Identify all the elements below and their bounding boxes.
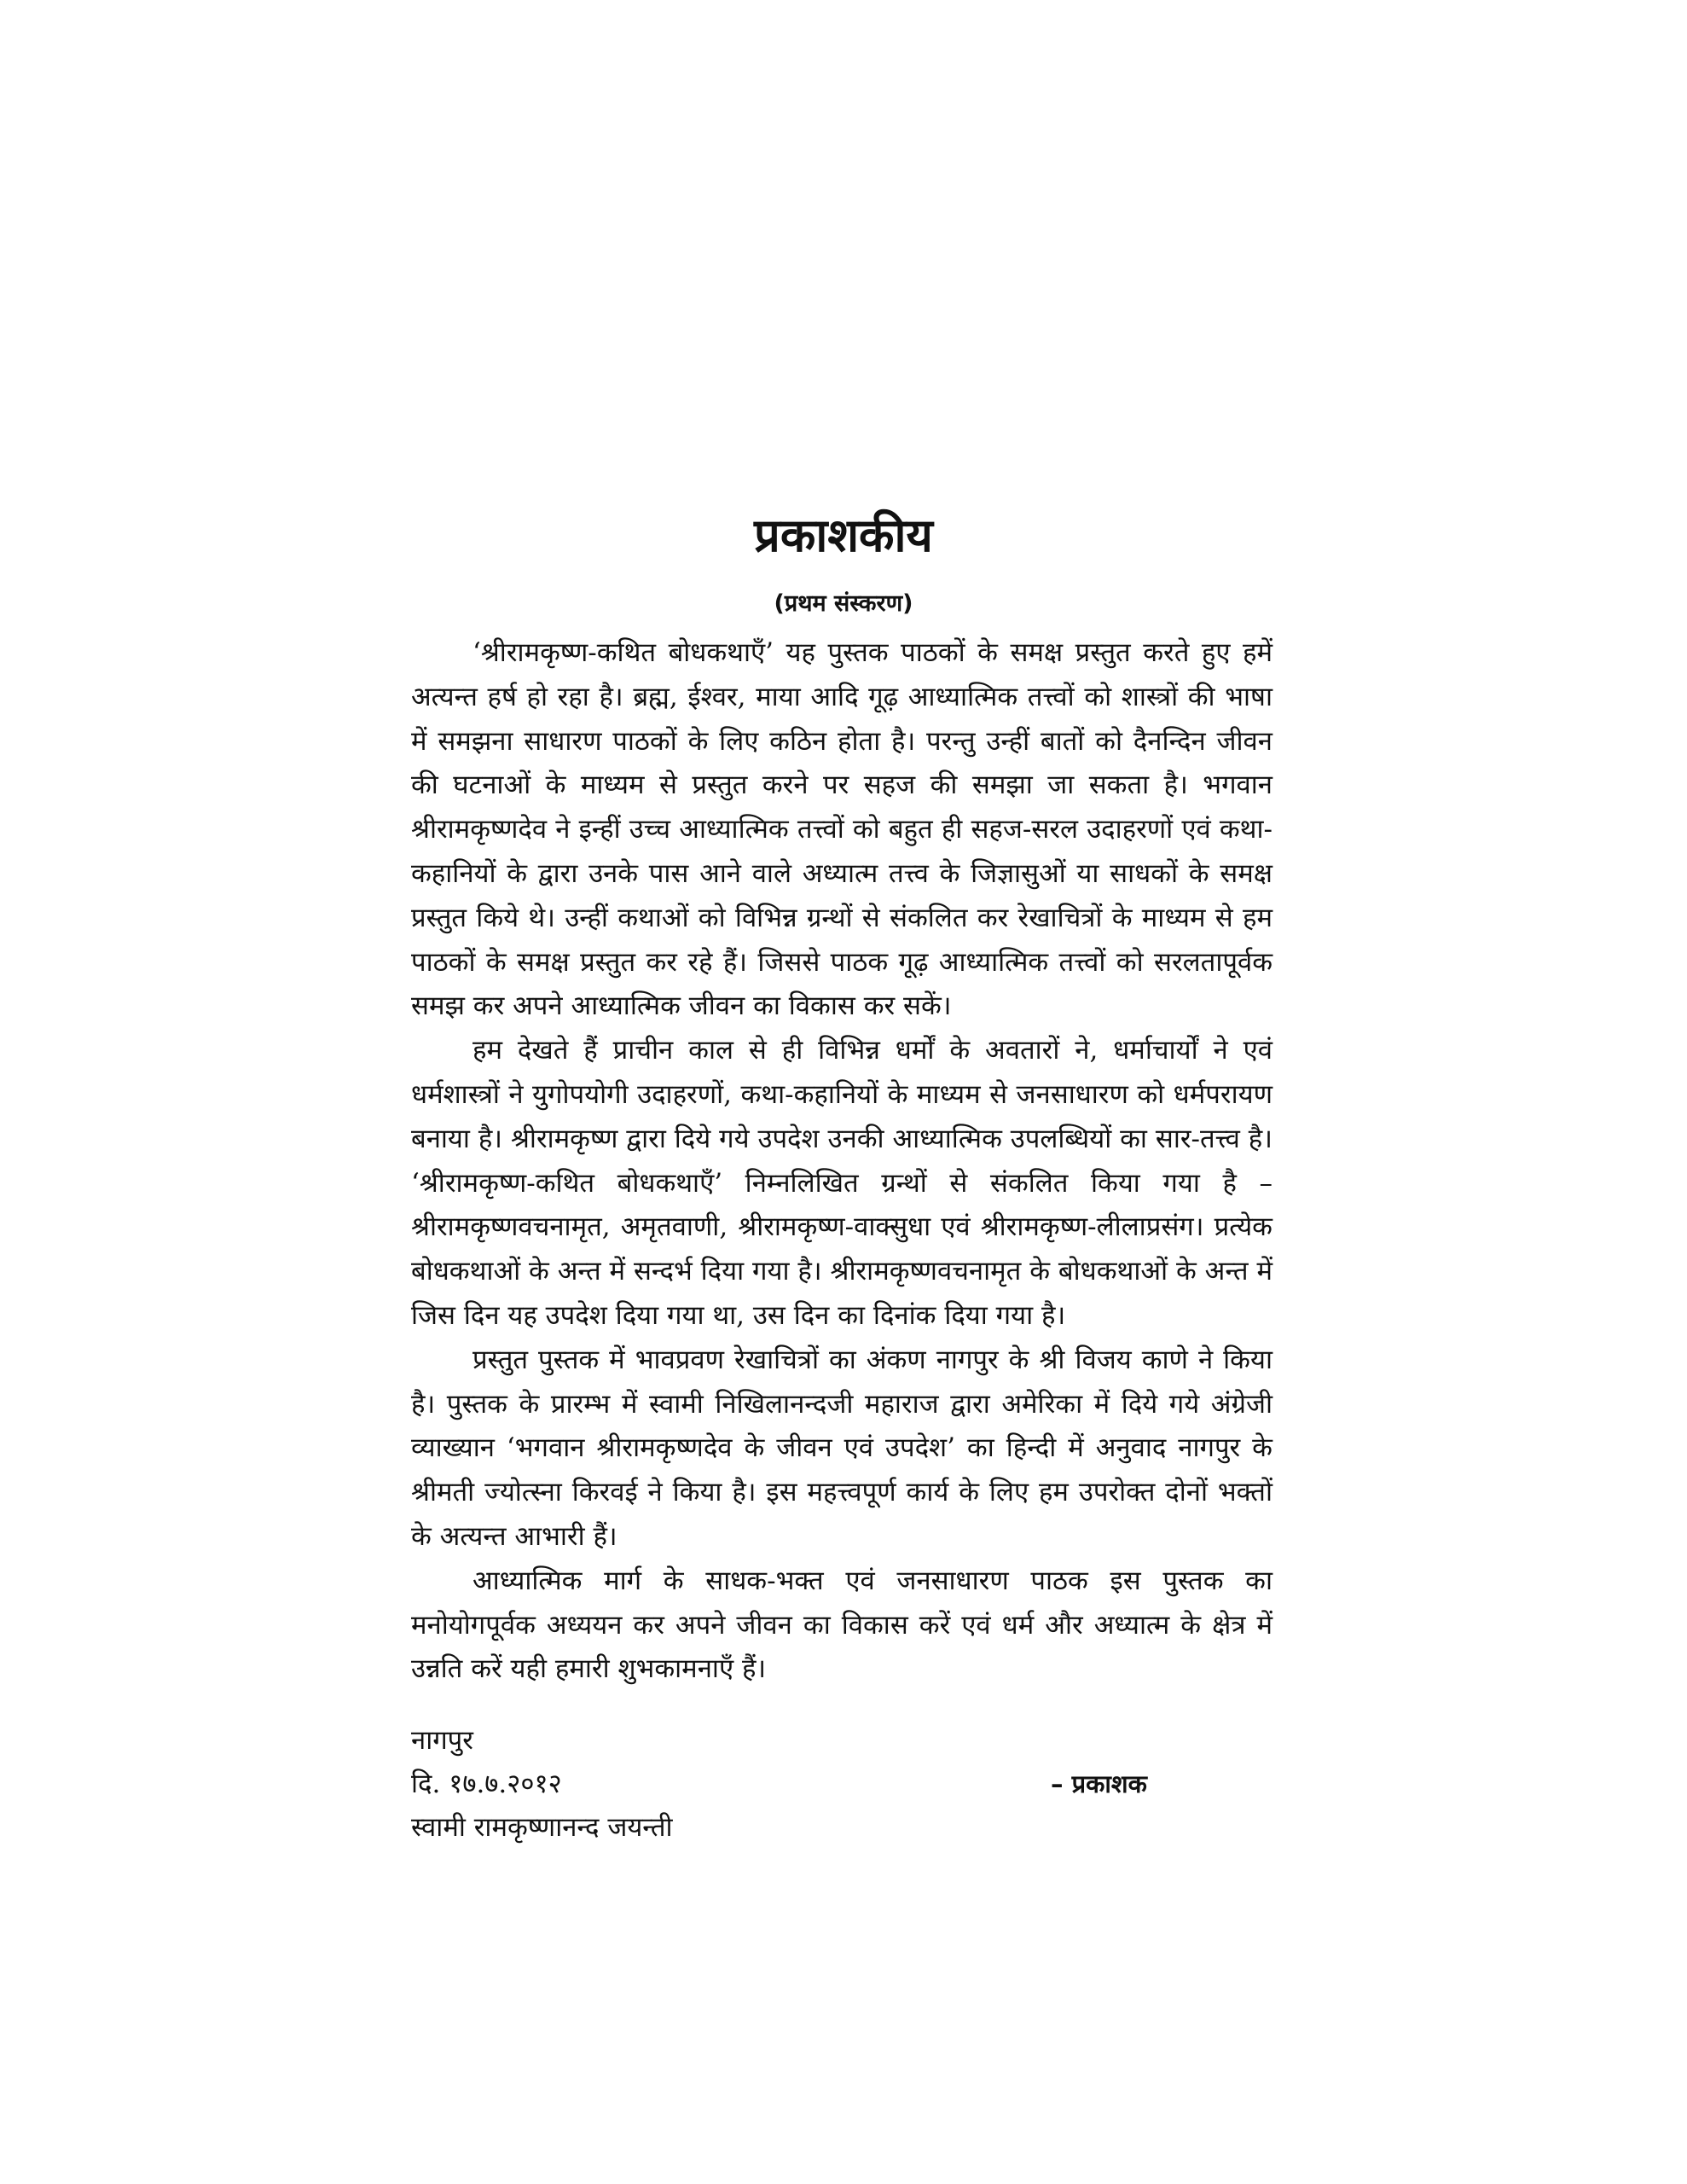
paragraph-4: आध्यात्मिक मार्ग के साधक-भक्त एवं जनसाधारण पाठक इस पुस्तक का मनोयोगपूर्वक अध्ययन कर अपने जीवन का विकास करें एवं धर्म और अध्यात्म के क्षेत्र में उन्नति करें यही हमारी शुभकामनाएँ हैं। (411, 1565, 1272, 1685)
signoff-place: नागपुर (411, 1725, 473, 1756)
preface-body (411, 631, 1272, 1692)
signoff-date: दि. १७.७.२०१२ (411, 1769, 562, 1799)
paragraph-1: ‘श्रीरामकृष्ण-कथित बोधकथाएँ’ यह पुस्तक पाठकों के समक्ष प्रस्तुत करते हुए हमें अत्यन्त हर्ष हो रहा है। ब्रह्म, ईश्वर, माया आदि गूढ़ आध्यात्मिक तत्त्वों को शास्त्रों की भाषा में समझना साधारण पाठकों के लिए कठिन होता है। परन्तु उन्हीं बातों को दैनन्दिन जीवन की घटनाओं के माध्यम से प्रस्तुत करने पर सहज की समझा जा सकता है। भगवान श्रीरामकृष्णदेव ने इन्हीं उच्च आध्यात्मिक तत्त्वों को बहुत ही सहज-सरल उदाहरणों एवं कथा-कहानियों के द्वारा उनके पास आने वाले अध्यात्म तत्त्व के जिज्ञासुओं या साधकों के समक्ष प्रस्तुत किये थे। उन्हीं कथाओं को विभिन्न ग्रन्थों से संकलित कर रेखाचित्रों के माध्यम से हम पाठकों के समक्ष प्रस्तुत कर रहे हैं। जिससे पाठक गूढ़ आध्यात्मिक तत्त्वों को सरलतापूर्वक समझ कर अपने आध्यात्मिक जीवन का विकास कर सकें। (411, 637, 1272, 1022)
paragraph-2: हम देखते हैं प्राचीन काल से ही विभिन्न धर्मों के अवतारों ने, धर्माचार्यों ने एवं धर्मशास्त्रों ने युगोपयोगी उदाहरणों, कथा-कहानियों के माध्यम से जनसाधारण को धर्मपरायण बनाया है। श्रीरामकृष्ण द्वारा दिये गये उपदेश उनकी आध्यात्मिक उपलब्धियों का सार-तत्त्व है। ‘श्रीरामकृष्ण-कथित बोधकथाएँ’ निम्नलिखित ग्रन्थों से संकलित किया गया है – श्रीरामकृष्णवचनामृत, अमृतवाणी, श्रीरामकृष्ण-वाक्सुधा एवं श्रीरामकृष्ण-लीलाप्रसंग। प्रत्येक बोधकथाओं के अन्त में सन्दर्भ दिया गया है। श्रीरामकृष्णवचनामृत के बोधकथाओं के अन्त में जिस दिन यह उपदेश दिया गया था, उस दिन का दिनांक दिया गया है। (411, 1035, 1272, 1331)
page-title: प्रकाशकीय (754, 508, 933, 562)
signoff-occasion: स्वामी रामकृष्णानन्द जयन्ती (411, 1812, 673, 1843)
signoff-block (411, 1719, 1272, 1850)
edition-subtitle: (प्रथम संस्करण) (774, 590, 913, 617)
publisher-signature: – प्रकाशक (1051, 1769, 1147, 1798)
paragraph-3: प्रस्तुत पुस्तक में भावप्रवण रेखाचित्रों का अंकण नागपुर के श्री विजय काणे ने किया है। पुस्तक के प्रारम्भ में स्वामी निखिलानन्दजी महाराज द्वारा अमेरिका में दिये गये अंग्रेजी व्याख्यान ‘भगवान श्रीरामकृष्णदेव के जीवन एवं उपदेश’ का हिन्दी में अनुवाद नागपुर के श्रीमती ज्योत्स्ना किरवई ने किया है। इस महत्त्वपूर्ण कार्य के लिए हम उपरोक्त दोनों भक्तों के अत्यन्त आभारी हैं। (411, 1344, 1272, 1552)
